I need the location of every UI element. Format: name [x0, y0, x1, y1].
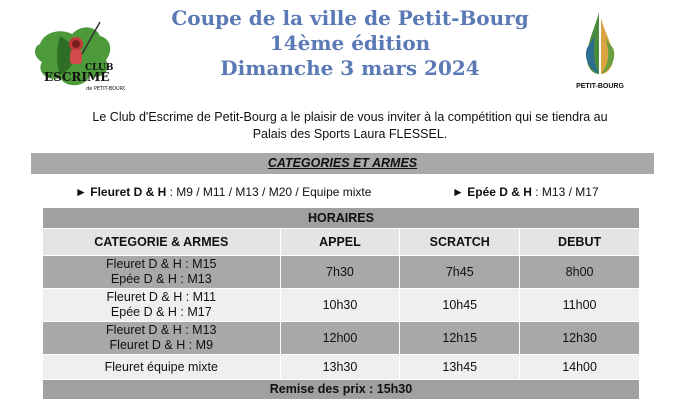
foil-categories: [75, 185, 371, 199]
flame-emblem-icon: [565, 8, 635, 96]
scratch-cell: 10h45: [400, 289, 520, 322]
svg-text:ESCRIME: ESCRIME: [44, 70, 110, 84]
appel-cell: 7h30: [280, 256, 400, 289]
scratch-cell: 12h15: [400, 322, 520, 355]
appel-cell: 13h30: [280, 355, 400, 380]
column-header-debut: DEBUT: [520, 229, 640, 256]
debut-cell: 8h00: [520, 256, 640, 289]
table-row: [43, 289, 640, 322]
categories-header: CATEGORIES ET ARMES: [31, 153, 654, 174]
scratch-cell: 7h45: [400, 256, 520, 289]
epee-values: : M13 / M17: [531, 185, 599, 199]
column-header-scratch: SCRATCH: [400, 229, 520, 256]
schedule-title: HORAIRES: [43, 208, 640, 229]
title-line-3: Dimanche 3 mars 2024: [220, 56, 480, 80]
title-line-1: Coupe de la ville de Petit-Bourg: [171, 6, 529, 30]
svg-text:CLUB: CLUB: [85, 63, 114, 73]
petit-bourg-logo: [565, 8, 635, 96]
category-cell: Fleuret D & H : M13 Fleuret D & H : M9: [43, 322, 281, 355]
event-title: [120, 6, 580, 81]
debut-cell: 14h00: [520, 355, 640, 380]
debut-cell: 11h00: [520, 289, 640, 322]
column-header-category: CATEGORIE & ARMES: [43, 229, 281, 256]
appel-cell: 12h00: [280, 322, 400, 355]
scratch-cell: 13h45: [400, 355, 520, 380]
intro-line-2: Palais des Sports Laura FLESSEL.: [252, 127, 448, 141]
bullet-arrow-icon: ►: [75, 185, 87, 199]
table-row: [43, 355, 640, 380]
svg-text:de PETIT-BOURG: de PETIT-BOURG: [86, 86, 125, 92]
category-cell: Fleuret D & H : M11 Epée D & H : M17: [43, 289, 281, 322]
table-row: [43, 256, 640, 289]
fencer-island-icon: [30, 14, 125, 96]
epee-label: Epée D & H: [467, 185, 532, 199]
schedule-table: [42, 207, 640, 400]
category-cell: Fleuret D & H : M15 Epée D & H : M13: [43, 256, 281, 289]
club-escrime-logo: [30, 14, 125, 96]
column-header-appel: APPEL: [280, 229, 400, 256]
debut-cell: 12h30: [520, 322, 640, 355]
bullet-arrow-icon: ►: [452, 185, 464, 199]
epee-categories: [452, 185, 599, 199]
foil-values: : M9 / M11 / M13 / M20 / Equipe mixte: [166, 185, 372, 199]
intro-line-1: Le Club d'Escrime de Petit-Bourg a le plaisir de vous inviter à la compétition qui se tiendra au: [92, 110, 608, 124]
foil-label: Fleuret D & H: [90, 185, 167, 199]
category-cell: Fleuret équipe mixte: [43, 355, 281, 380]
svg-text:PETIT-BOURG: PETIT-BOURG: [576, 83, 624, 90]
appel-cell: 10h30: [280, 289, 400, 322]
title-line-2: 14ème édition: [269, 31, 431, 55]
awards-ceremony-time: Remise des prix : 15h30: [43, 380, 640, 400]
table-row: [43, 322, 640, 355]
invitation-text: [40, 109, 660, 143]
